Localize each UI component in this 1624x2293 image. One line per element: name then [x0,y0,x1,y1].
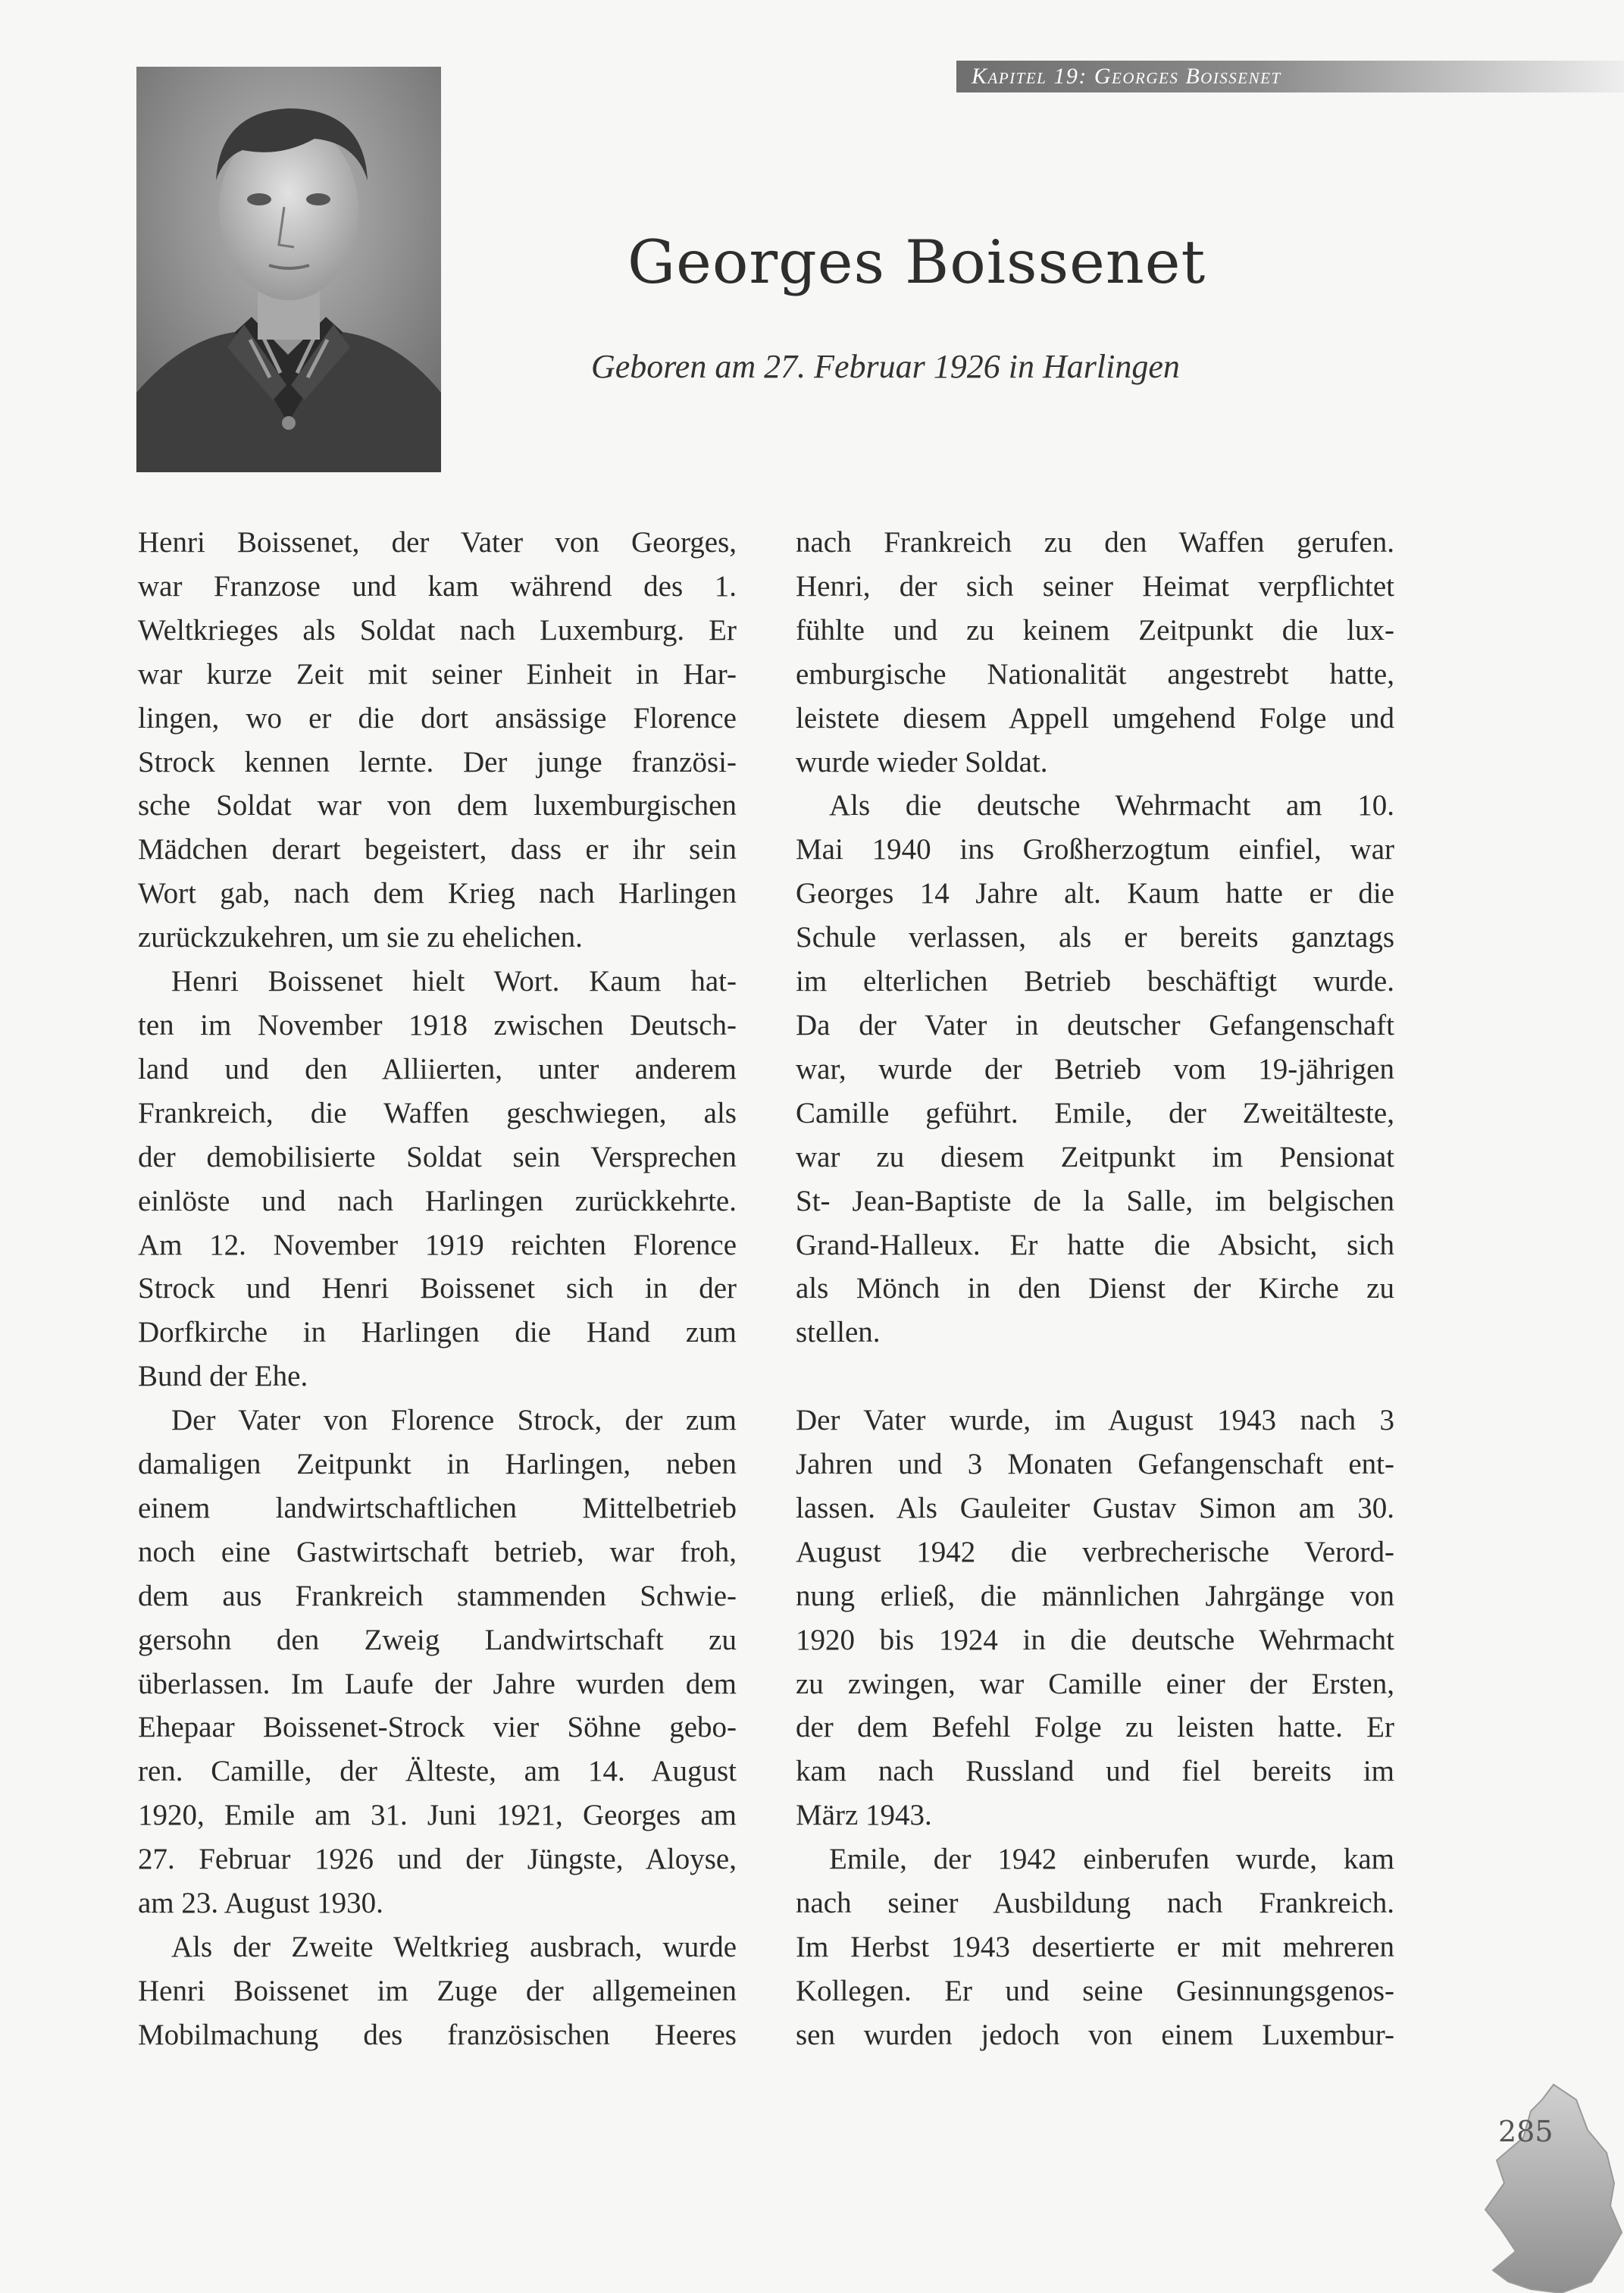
text-line: Ehepaar Boissenet-Strock vier Söhne gebo- [138,1711,737,1744]
text-line: Frankreich, die Waffen geschwiegen, als [138,1096,737,1129]
text-line: Mädchen derart begeistert, dass er ihr sein [138,833,737,866]
text-line: überlassen. Im Laufe der Jahre wurden dem [138,1667,737,1700]
text-line: sen wurden jedoch von einem Luxembur- [796,2018,1394,2051]
text-line: im elterlichen Betrieb beschäftigt wurde. [796,965,1394,998]
text-line: Jahren und 3 Monaten Gefangenschaft ent- [796,1448,1394,1481]
text-line: 1920, Emile am 31. Juni 1921, Georges am [138,1799,737,1832]
text-line: Der Vater wurde, im August 1943 nach 3 [796,1404,1394,1437]
text-line: St- Jean-Baptiste de la Salle, im belgischen [796,1184,1394,1217]
text-line: Am 12. November 1919 reichten Florence [138,1228,737,1261]
text-line: Im Herbst 1943 desertierte er mit mehreren [796,1930,1394,1963]
text-line: der demobilisierte Soldat sein Versprechen [138,1140,737,1173]
text-line: einlöste und nach Harlingen zurückkehrte. [138,1184,737,1217]
text-line: zu zwingen, war Camille einer der Ersten, [796,1667,1394,1700]
chapter-header-text: Kapitel 19: Georges Boissenet [972,64,1281,89]
text-line: August 1942 die verbrecherische Verord- [796,1535,1394,1568]
text-line: Kollegen. Er und seine Gesinnungsgenos- [796,1974,1394,2007]
portrait-photo [136,67,441,472]
text-line: stellen. [796,1316,881,1349]
paragraph [138,1925,737,2057]
text-line: 1920 bis 1924 in die deutsche Wehrmacht [796,1623,1394,1656]
chapter-header-bar [956,61,1624,92]
text-line: Strock kennen lernte. Der junge französi- [138,745,737,778]
text-line: ren. Camille, der Älteste, am 14. August [138,1755,737,1788]
text-line: lingen, wo er die dort ansässige Florence [138,701,737,735]
text-line: Da der Vater in deutscher Gefangenschaft [796,1008,1394,1042]
text-line: Henri Boissenet im Zuge der allgemeinen [138,1974,737,2007]
text-line: einem landwirtschaftlichen Mittelbetrieb [138,1491,737,1524]
text-line: war Franzose und kam während des 1. [138,569,737,603]
right-text-column [796,521,1394,2057]
text-line: noch eine Gastwirtschaft betrieb, war froh, [138,1535,737,1568]
text-line: Weltkrieges als Soldat nach Luxemburg. Er [138,613,737,647]
text-line: war, wurde der Betrieb vom 19-jährigen [796,1052,1394,1085]
page-number: 285 [1498,2115,1554,2148]
text-line: März 1943. [796,1799,932,1832]
paragraph [796,784,1394,1355]
paragraph [796,1837,1394,2057]
text-line: Grand-Halleux. Er hatte die Absicht, sich [796,1228,1394,1261]
paragraph [796,1399,1394,1837]
text-line: am 23. August 1930. [138,1887,383,1920]
text-line: Als der Zweite Weltkrieg ausbrach, wurde [171,1931,737,1963]
text-line: war zu diesem Zeitpunkt im Pensionat [796,1140,1394,1173]
text-line: fühlte und zu keinem Zeitpunkt die lux- [796,613,1394,647]
text-line: emburgische Nationalität angestrebt hatte, [796,657,1394,691]
page-title: Georges Boissenet [627,227,1206,297]
text-line: der dem Befehl Folge zu leisten hatte. Er [796,1711,1394,1744]
text-line: Henri Boissenet hielt Wort. Kaum hat- [171,965,737,998]
text-line: gersohn den Zweig Landwirtschaft zu [138,1623,737,1656]
paragraph [138,960,737,1399]
text-line: Strock und Henri Boissenet sich in der [138,1272,737,1305]
text-line: war kurze Zeit mit seiner Einheit in Har- [138,657,737,691]
text-line: Emile, der 1942 einberufen wurde, kam [829,1843,1394,1876]
text-line: damaligen Zeitpunkt in Harlingen, neben [138,1448,737,1481]
text-line: Henri, der sich seiner Heimat verpflichtet [796,569,1394,603]
text-line: lassen. Als Gauleiter Gustav Simon am 30. [796,1491,1394,1524]
text-line: Als die deutsche Wehrmacht am 10. [829,789,1394,822]
text-line: zurückzukehren, um sie zu ehelichen. [138,921,583,954]
text-line: kam nach Russland und fiel bereits im [796,1755,1394,1788]
page-subtitle: Geboren am 27. Februar 1926 in Harlingen [591,348,1180,385]
text-line: Schule verlassen, als er bereits ganztags [796,921,1394,954]
left-text-column [138,521,737,2057]
text-line: ten im November 1918 zwischen Deutsch- [138,1008,737,1042]
paragraph [138,521,737,960]
text-line: Georges 14 Jahre alt. Kaum hatte er die [796,877,1394,910]
paragraph [796,521,1394,784]
text-line: Mobilmachung des französischen Heeres [138,2018,737,2051]
text-line: Henri Boissenet, der Vater von Georges, [138,526,737,559]
text-line: dem aus Frankreich stammenden Schwie- [138,1579,737,1612]
text-line: nach seiner Ausbildung nach Frankreich. [796,1887,1394,1920]
text-line: Mai 1940 ins Großherzogtum einfiel, war [796,833,1394,866]
text-line: nach Frankreich zu den Waffen gerufen. [796,526,1394,559]
text-line: Bund der Ehe. [138,1360,308,1393]
text-line: als Mönch in den Dienst der Kirche zu [796,1272,1394,1305]
paragraph [138,1399,737,1925]
text-line: Dorfkirche in Harlingen die Hand zum [138,1316,737,1349]
luxembourg-map-icon [1463,2077,1624,2293]
text-line: wurde wieder Soldat. [796,745,1048,778]
text-line: Camille geführt. Emile, der Zweitälteste, [796,1096,1394,1129]
text-line: sche Soldat war von dem luxemburgischen [138,789,737,822]
text-line: 27. Februar 1926 und der Jüngste, Aloyse, [138,1843,737,1876]
text-line: land und den Alliierten, unter anderem [138,1052,737,1085]
text-line: leistete diesem Appell umgehend Folge und [796,701,1394,735]
text-line: Der Vater von Florence Strock, der zum [171,1404,737,1437]
text-line: nung erließ, die männlichen Jahrgänge von [796,1579,1394,1612]
text-line: Wort gab, nach dem Krieg nach Harlingen [138,877,737,910]
